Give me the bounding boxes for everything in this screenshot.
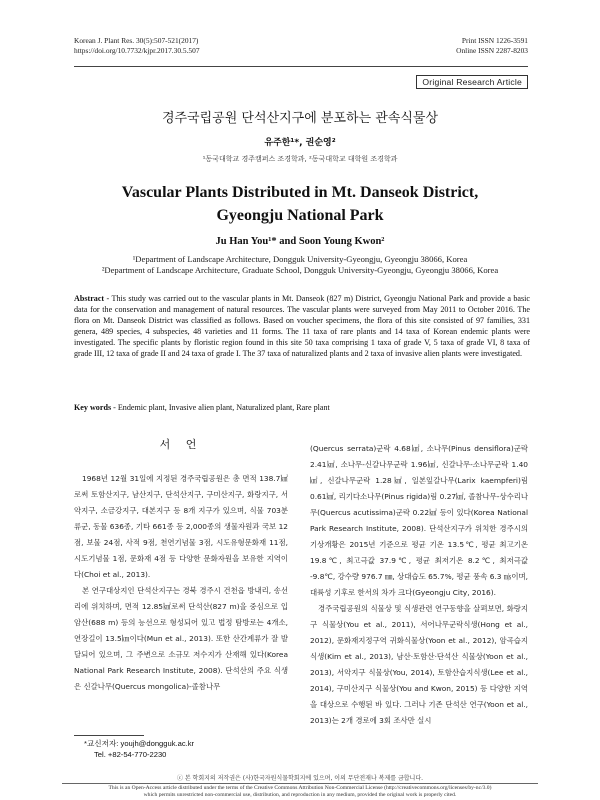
intro-paragraph-2: 본 연구대상지인 단석산지구는 경북 경주시 건천읍 방내리, 송선리에 위치하며, 면적 12.85㎢로써 단석산(827 m)을 중심으로 입암산(688 m) 등의 능선으로 형성되어 있고 법정 탐방로는 4개소, 연장길이 13.5㎞이다(Mun et al., 2013). 또한 산간계류가 잘 발달되어 있으며, 그 주변으로 소규모 저수지가 산재해 있다(Korea National Park Research Institute, 2008). 단석산의 주요 식생은 신갈나무(Quercus mongolica)-졸참나무 [74,586,288,691]
license-line-1: This is an Open-Access article distributed under the terms of the Creative Commons Attribution Non-Commercial License (http://creativecommons.org/licenses/by-nc/3.0) [108,785,492,791]
english-authors: Ju Han You¹* and Soon Young Kwon² [215,236,385,247]
english-affiliations [60,254,540,276]
footnote-divider [74,735,144,736]
corresponding-author-footnote [84,738,194,760]
copyright-notice: ⓒ 본 학회지의 저작권은 (사)한국자원식물학회지에 있으며, 이의 무단전재나 복제를 금합니다. [176,775,424,782]
english-title [0,181,600,227]
online-issn: Online ISSN 2287-8203 [456,46,528,55]
abstract [74,294,530,359]
right-column [310,441,528,729]
keywords-label: Key words [74,403,112,412]
footer-divider [62,783,538,784]
korean-title: 경주국립공원 단석산지구에 분포하는 관속식물상 [161,111,439,126]
keywords-text: - Endemic plant, Invasive alien plant, Naturalized plant, Rare plant [111,403,330,412]
korean-affiliations: ¹동국대학교 경주캠퍼스 조경학과, ²동국대학교 대학원 조경학과 [202,155,398,163]
journal-citation: Korean J. Plant Res. 30(5):507-521(2017) [74,36,199,45]
abstract-text: - This study was carried out to the vascular plants in Mt. Danseok (827 m) District, Gyeongju National Park and provide a basic data for the conservation and management of natural resources. The vascular plants were surveyed from May 2011 to October 2016. The flora on Mt. Danseok District was classified as follows. Based on voucher specimens, the flora of this site consisted of 97 families, 331 genera, 489 species, 4 subspecies, 48 varieties and 11 forms. The 11 taxa of rare plants and 14 taxa of Korean endemic plants were investigated. The specific plants by floristic region found in this site 50 taxa comprising 1 taxa of grade V, 5 taxa of grade VI, 8 taxa of grade III, 12 taxa of grade II and 24 taxa of grade I. The 37 taxa of naturalized plants and 2 taxa of invasive alien plants were investigated. [74,294,530,358]
journal-header-left [74,36,200,56]
intro-paragraph-3: (Quercus serrata)군락 4.68㎢, 소나무(Pinus densiflora)군락 2.41㎢, 소나무-신갈나무군락 1.96㎢, 신갈나무-소나무군락 1.40㎢, 신갈나무군락 1.28㎢, 일본잎갈나무(Larix kaempferi)림 0.61㎢, 리기다소나무(Pinus rigida)림 0.27㎢, 졸참나무-상수리나무(Quercus acutissima)군락 0.22㎢ 등이 있다(Korea National Park Research Institute, 2008). 단석산지구가 위치한 경주시의 기상개황은 2015년 기준으로 평균 기온 13.5℃, 평균 최고기온 19.8℃, 최고극값 37.9℃, 평균 최저기온 8.2℃, 최저극값 -9.8℃, 강수량 976.7 ㎜, 상대습도 65.7%, 평균 풍속 6.3 ㎧이며, 대륙성 기후로 한서의 차가 크다(Gyeongju City, 2016). [310,444,528,597]
affiliation-1: ¹Department of Landscape Architecture, Dongguk University-Gyeongju, Gyeongju 38066, Korea [132,254,468,264]
abstract-label: Abstract [74,294,105,303]
journal-header-right [456,36,528,56]
introduction-heading: 서 언 [159,438,203,451]
article-type-badge: Original Research Article [416,75,528,89]
intro-paragraph-4: 경주국립공원의 식물상 및 식생관련 연구동향을 살펴보면, 화랑지구 식물상(You et al., 2011), 서어나무군락식생(Hong et al., 2012), 문화재지정구역 귀화식물상(Yoon et al., 2012), 암곡습지식생(Kim et al., 2013), 남산·토함산·단석산 식물상(Yoon et al., 2013), 서악지구 식물상(You, 2014), 토함산습지식생(Lee et al., 2014), 구미산지구 식물상(You and Kwon, 2015) 등 다양한 지역을 대상으로 수행된 바 있다. 그러나 기존 단석산 연구(Yoon et al., 2013)는 2개 경로에 3회 조사만 실시 [310,604,528,725]
korean-authors: 유주한¹*, 권순영² [264,138,336,148]
header-divider [74,66,528,67]
english-title-line-2: Gyeongju National Park [216,207,384,224]
keywords [74,403,530,412]
print-issn: Print ISSN 1226-3591 [461,36,528,45]
english-title-line-1: Vascular Plants Distributed in Mt. Danseok District, [121,184,479,201]
corresponding-phone: Tel. +82-54-770-2230 [94,750,167,759]
affiliation-2: ²Department of Landscape Architecture, Graduate School, Dongguk University-Gyeongju, Gyeongju 38066, Korea [101,265,499,275]
corresponding-email: *교신저자: youjh@dongguk.ac.kr [84,739,195,748]
license-notice [40,785,560,799]
intro-paragraph-1: 1968년 12월 31일에 지정된 경주국립공원은 총 면적 138.7㎢로써 토함산지구, 남산지구, 단석산지구, 구미산지구, 화랑지구, 서악지구, 소금강지구, 대본지구 등 8개 지구가 있으며, 식물 703분류군, 동물 636종, 기타 661종 등 2,000종의 생물자원과 국보 12점, 보물 24점, 사적 9점, 천연기념물 3점, 시도유형문화재 11점, 시도기념물 1점, 문화재 4점 등 다양한 문화자원을 보유한 지역이다(Choi et al., 2013). [74,474,288,579]
doi-link[interactable]: https://doi.org/10.7732/kjpr.2017.30.5.507 [74,46,200,55]
license-line-2: which permits unrestricted non-commercial use, distribution, and reproduction in any medium, provided the original work is properly cited. [143,792,457,798]
left-column [74,471,288,695]
